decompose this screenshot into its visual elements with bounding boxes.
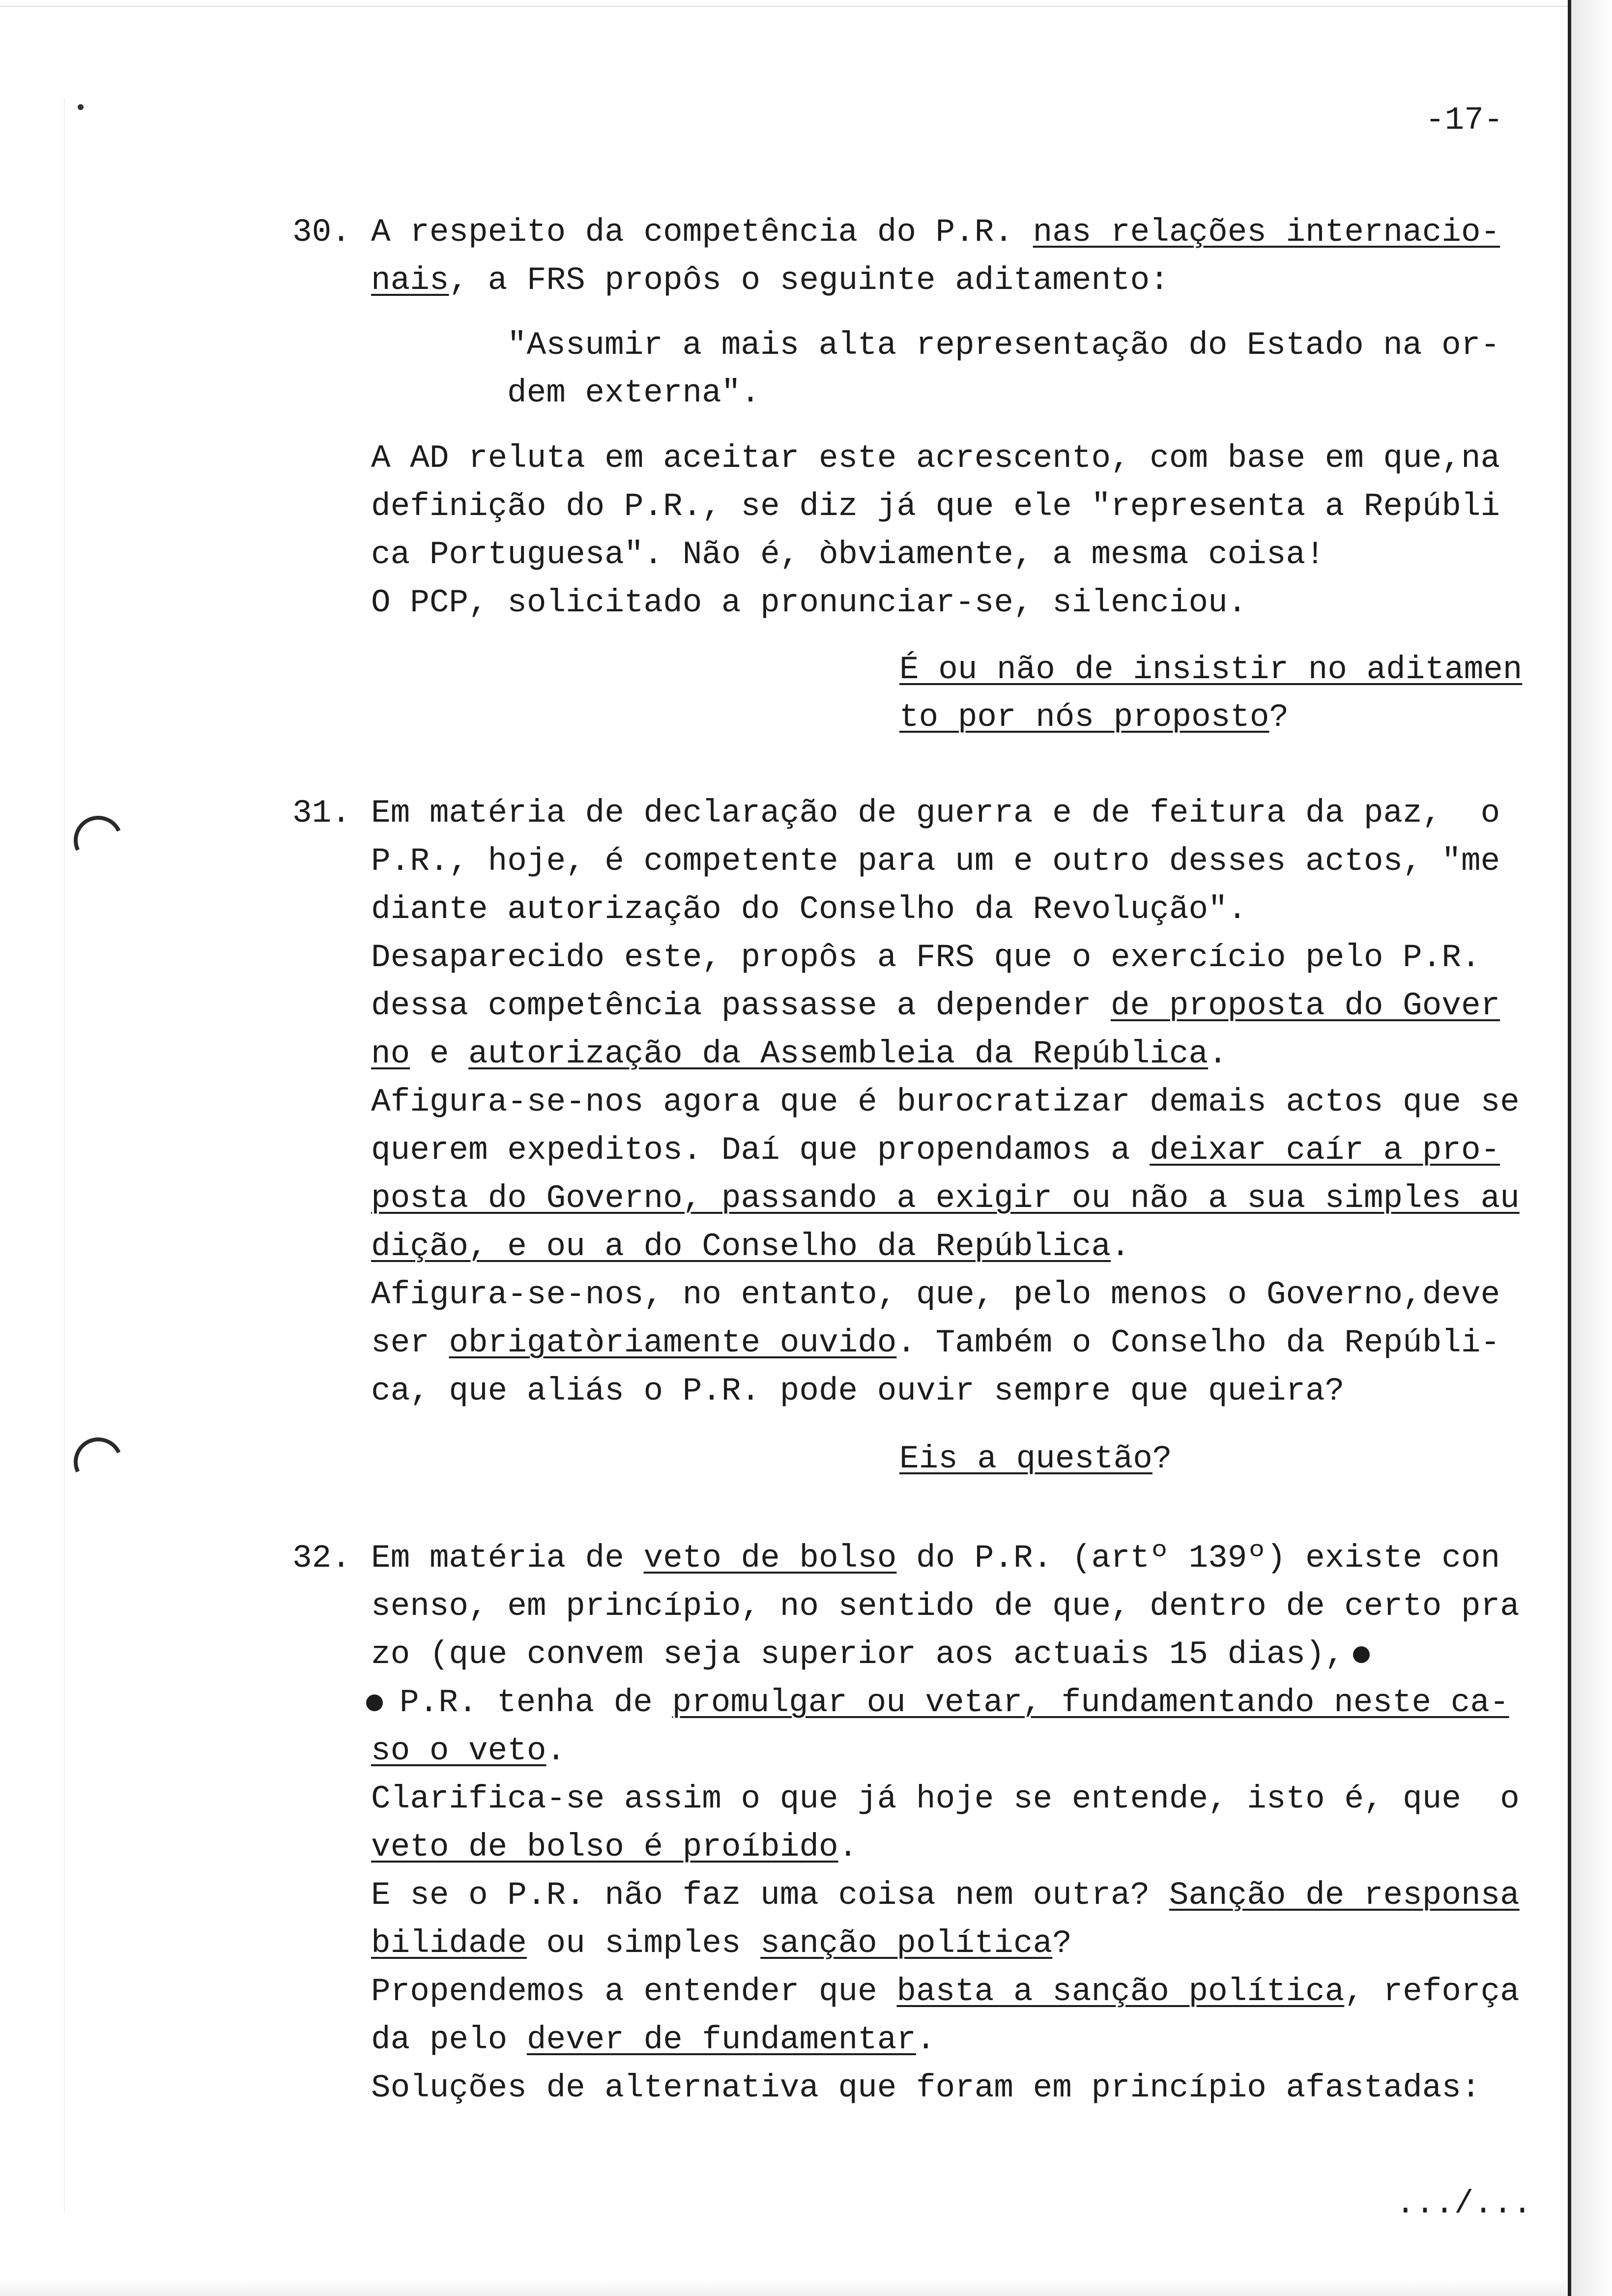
scan-shadow-bottom <box>0 2280 1568 2296</box>
s31-line-1: Em matéria de declaração de guerra e de feitura da paz, o <box>371 795 1500 832</box>
punch-hole-top <box>67 809 130 872</box>
s31-line-7: Afigura-se-nos agora que é burocratizar demais actos que se <box>371 1084 1520 1120</box>
s30-line-2: nais, a FRS propôs o seguinte aditamento: <box>371 262 1169 299</box>
s32-line-2: senso, em princípio, no sentido de que, dentro de certo pra <box>371 1588 1520 1625</box>
s31-line-6: no e autorização da Assembleia da República. <box>371 1035 1228 1072</box>
s32-line-6: Clarifica-se assim o que já hoje se entende, isto é, que o <box>371 1780 1520 1817</box>
s32-line-5: so o veto. <box>371 1732 566 1769</box>
s30-line-1: A respeito da competência do P.R. nas relações internacio- <box>371 214 1500 251</box>
s30-para-3: ca Portuguesa". Não é, òbviamente, a mesma coisa! <box>371 536 1325 573</box>
s32-line-3: zo (que convem seja superior aos actuais 15 dias), <box>371 1633 1370 1677</box>
s31-line-3: diante autorização do Conselho da Revolução". <box>371 891 1247 928</box>
s31-line-13: ca, que aliás o P.R. pode ouvir sempre que queira? <box>371 1373 1345 1409</box>
item-number-30: 30. <box>292 214 351 251</box>
s31-line-9: posta do Governo, passando a exigir ou não a sua simples au <box>371 1180 1520 1217</box>
ink-blot-mark <box>1353 1646 1370 1663</box>
s30-para-2: definição do P.R., se diz já que ele "representa a Repúbli <box>371 488 1500 525</box>
item-number-32: 32. <box>292 1540 351 1577</box>
s32-line-4: P.R. tenha de promulgar ou vetar, fundamentando neste ca- <box>371 1681 1509 1725</box>
scan-edge-right <box>1568 0 1571 2296</box>
continuation-mark: .../... <box>1396 2185 1532 2222</box>
s30-para-1: A AD reluta em aceitar este acrescento, com base em que,na <box>371 440 1500 477</box>
item-number-31: 31. <box>292 795 351 832</box>
s30-question-1: É ou não de insistir no aditamen <box>899 651 1523 688</box>
scan-shadow-right <box>1571 0 1612 2296</box>
s32-line-9: bilidade ou simples sanção política? <box>371 1925 1072 1962</box>
s32-line-1: Em matéria de veto de bolso do P.R. (artº 139º) existe con <box>371 1540 1500 1577</box>
s32-line-7: veto de bolso é proíbido. <box>371 1829 858 1866</box>
s31-question: Eis a questão? <box>899 1440 1172 1477</box>
s32-line-12: Soluções de alternativa que foram em princípio afastadas: <box>371 2069 1481 2106</box>
s32-line-10: Propendemos a entender que basta a sanção política, reforça <box>371 1973 1520 2010</box>
page-number: -17- <box>1425 102 1503 139</box>
scan-edge-left <box>64 98 65 2211</box>
s32-line-11: da pelo dever de fundamentar. <box>371 2021 936 2058</box>
speck-mark <box>78 104 84 110</box>
s31-line-4: Desaparecido este, propôs a FRS que o exercício pelo P.R. <box>371 939 1481 976</box>
s30-question-2: to por nós proposto? <box>899 699 1289 736</box>
s31-line-10: dição, e ou a do Conselho da República. <box>371 1228 1130 1265</box>
s31-line-2: P.R., hoje, é competente para um e outro desses actos, "me <box>371 843 1500 880</box>
scan-edge-top <box>0 6 1568 7</box>
punch-hole-bottom <box>67 1431 130 1493</box>
s31-line-5: dessa competência passasse a depender de proposta do Gover <box>371 987 1500 1024</box>
s30-quote-2: dem externa". <box>507 374 760 411</box>
s31-line-11: Afigura-se-nos, no entanto, que, pelo menos o Governo,deve <box>371 1276 1500 1313</box>
s30-para-4: O PCP, solicitado a pronunciar-se, silenciou. <box>371 584 1247 621</box>
s31-line-8: querem expeditos. Daí que propendamos a deixar caír a pro- <box>371 1132 1500 1169</box>
s32-line-8: E se o P.R. não faz uma coisa nem outra? Sanção de responsa <box>371 1877 1520 1914</box>
s31-line-12: ser obrigatòriamente ouvido. Também o Conselho da Repúbli- <box>371 1324 1500 1361</box>
s30-quote-1: "Assumir a mais alta representação do Estado na or- <box>507 327 1500 364</box>
ink-blot-mark <box>366 1694 383 1711</box>
